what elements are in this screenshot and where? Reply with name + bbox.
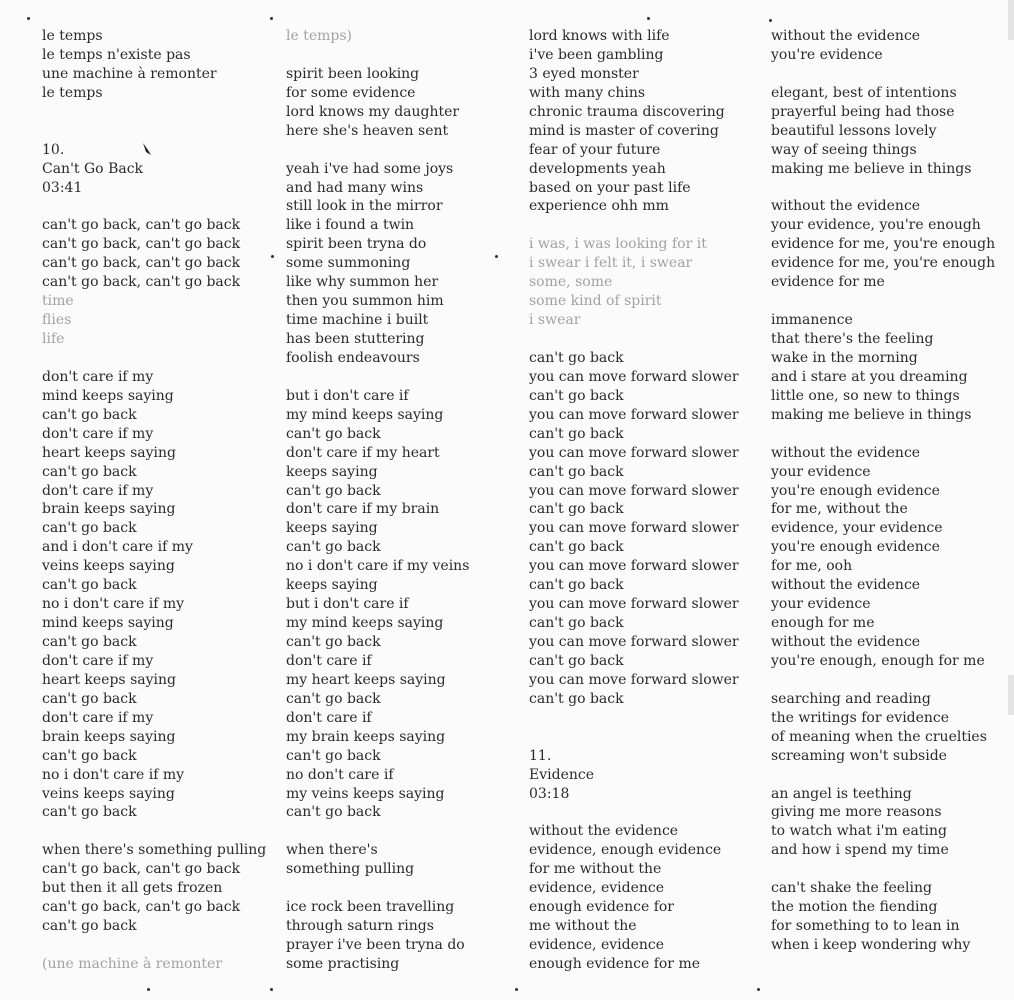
- lyric-line: for me, ooh: [771, 558, 853, 575]
- lyric-line: can't go back: [42, 577, 137, 594]
- lyric-line: can't go back: [529, 652, 624, 669]
- lyric-line: time machine i built: [286, 312, 429, 329]
- lyrics-column-1: [42, 27, 282, 974]
- lyric-line: can't go back: [286, 747, 381, 764]
- blank-line: [42, 349, 282, 368]
- lyric-line: the writings for evidence: [771, 709, 950, 726]
- lyric-line: my brain keeps saying: [286, 728, 446, 745]
- lyric-line: for me without the: [529, 861, 662, 878]
- lyric-line: giving me more reasons: [771, 804, 942, 821]
- lyric-line: can't go back, can't go back: [42, 861, 241, 878]
- lyric-line: don't care if: [286, 709, 372, 726]
- blank-line: [771, 292, 1011, 311]
- registration-dot: [495, 255, 498, 258]
- registration-dot: [515, 988, 518, 991]
- lyric-line: here she's heaven sent: [286, 122, 449, 139]
- lyric-line: like why summon her: [286, 274, 439, 291]
- lyric-line: 03:41: [42, 179, 83, 196]
- lyric-line: to watch what i'm eating: [771, 823, 947, 840]
- lyric-line: for me, without the: [771, 501, 908, 518]
- lyric-line: you can move forward slower: [529, 482, 739, 499]
- lyrics-column-3: [529, 27, 769, 974]
- lyric-line: le temps: [42, 84, 103, 101]
- blank-line: [771, 860, 1011, 879]
- lyric-line: mind is master of covering: [529, 122, 719, 139]
- lyric-line: experience ohh mm: [529, 198, 669, 215]
- lyric-line: can't go back: [42, 634, 137, 650]
- lyric-line: can't go back: [529, 615, 624, 632]
- lyric-line: my mind keeps saying: [286, 406, 444, 423]
- blank-line: [42, 197, 282, 216]
- lyric-line: veins keeps saying: [42, 558, 175, 575]
- lyric-line: can't go back: [42, 804, 137, 821]
- lyric-line: can't go back, can't go back: [42, 255, 241, 272]
- lyric-line: don't care if: [286, 652, 372, 669]
- blank-line: [529, 803, 769, 822]
- registration-dot: [769, 19, 772, 22]
- blank-line: [42, 822, 282, 841]
- lyric-line: flies: [42, 312, 72, 329]
- lyric-line: you can move forward slower: [529, 444, 739, 461]
- lyric-line: don't care if my: [42, 368, 154, 385]
- registration-dot: [757, 988, 760, 991]
- lyric-line: mind keeps saying: [42, 615, 174, 632]
- blank-line: [286, 46, 526, 65]
- blank-line: [529, 330, 769, 349]
- lyric-line: when there's: [286, 842, 378, 859]
- lyric-line: when i keep wondering why: [771, 937, 971, 953]
- lyric-line: prayer i've been tryna do: [286, 937, 465, 953]
- lyric-line: screaming won't subside: [771, 747, 947, 764]
- registration-dot: [270, 988, 273, 991]
- lyric-line: foolish endeavours: [286, 349, 420, 366]
- lyric-line: searching and reading: [771, 690, 931, 707]
- blank-line: [42, 936, 282, 955]
- lyric-line: don't care if my: [42, 482, 154, 499]
- lyric-line: without the evidence: [529, 823, 679, 840]
- lyric-line: evidence for me: [771, 274, 885, 291]
- lyric-line: evidence, enough evidence: [529, 842, 722, 859]
- lyric-line: you're enough, enough for me: [771, 652, 985, 669]
- lyric-line: time: [42, 293, 74, 310]
- lyric-line: my mind keeps saying: [286, 615, 444, 632]
- lyric-line: no i don't care if my veins: [286, 558, 470, 575]
- lyric-line: you're enough evidence: [771, 539, 940, 556]
- lyric-line: based on your past life: [529, 179, 691, 196]
- blank-line: [286, 368, 526, 387]
- lyric-line: can't go back: [42, 406, 137, 423]
- blank-line: [286, 141, 526, 160]
- lyric-line: can't go back: [529, 501, 624, 518]
- page-edge: [1008, 675, 1014, 715]
- lyric-line: evidence, your evidence: [771, 520, 943, 537]
- lyric-line: mind keeps saying: [42, 387, 174, 404]
- lyric-line: yeah i've had some joys: [286, 160, 454, 177]
- lyric-line: like i found a twin: [286, 217, 415, 234]
- lyric-line: some kind of spirit: [529, 293, 662, 310]
- lyric-line: can't go back: [286, 804, 381, 821]
- lyric-line: can't go back: [42, 690, 137, 707]
- lyric-line: way of seeing things: [771, 141, 917, 158]
- registration-dot: [270, 17, 273, 20]
- lyric-line: 03:18: [529, 785, 570, 802]
- lyric-line: through saturn rings: [286, 918, 434, 935]
- blank-line: [286, 879, 526, 898]
- lyric-line: you're evidence: [771, 46, 883, 63]
- lyric-line: le temps n'existe pas: [42, 46, 191, 63]
- lyric-line: keeps saying: [286, 577, 378, 594]
- lyric-line: making me believe in things: [771, 160, 972, 177]
- lyric-line: you can move forward slower: [529, 406, 739, 423]
- page-edge: [1008, 0, 1014, 40]
- lyric-line: can't go back: [286, 482, 381, 499]
- lyric-line: can't go back: [529, 539, 624, 556]
- lyric-line: le temps): [286, 28, 353, 44]
- lyric-line: don't care if my: [42, 709, 154, 726]
- blank-line: [771, 671, 1011, 690]
- lyric-line: your evidence: [771, 463, 871, 480]
- lyric-line: that there's the feeling: [771, 331, 934, 347]
- lyric-line: i swear i felt it, i swear: [529, 255, 693, 272]
- lyric-line: life: [42, 331, 65, 347]
- lyric-line: wake in the morning: [771, 349, 918, 366]
- lyric-line: i was, i was looking for it: [529, 236, 707, 253]
- lyric-line: you can move forward slower: [529, 558, 739, 575]
- blank-line: [42, 103, 282, 122]
- lyric-line: can't go back: [42, 520, 137, 537]
- blank-line: [771, 766, 1011, 785]
- lyric-line: my heart keeps saying: [286, 671, 446, 688]
- lyric-line: you can move forward slower: [529, 520, 739, 537]
- lyric-line: with many chins: [529, 84, 646, 101]
- lyric-line: no i don't care if my: [42, 766, 185, 783]
- lyric-line: brain keeps saying: [42, 728, 176, 745]
- lyric-line: without the evidence: [771, 634, 921, 650]
- lyric-line: can't go back, can't go back: [42, 236, 241, 253]
- lyric-line: heart keeps saying: [42, 671, 176, 688]
- lyric-line: can't go back: [42, 747, 137, 764]
- lyric-line: don't care if my brain: [286, 501, 440, 518]
- lyric-line: but i don't care if: [286, 387, 409, 404]
- lyric-line: don't care if my: [42, 425, 154, 442]
- lyric-line: you can move forward slower: [529, 634, 739, 650]
- lyric-line: can't go back: [529, 425, 624, 442]
- lyric-line: enough evidence for me: [529, 955, 701, 972]
- lyric-line: evidence for me, you're enough: [771, 255, 996, 272]
- registration-dot: [271, 255, 274, 258]
- lyric-line: has been stuttering: [286, 331, 425, 347]
- lyric-line: can't go back: [286, 539, 381, 556]
- lyric-line: when there's something pulling: [42, 842, 267, 859]
- lyric-line: then you summon him: [286, 293, 444, 310]
- lyric-line: can't go back, can't go back: [42, 217, 241, 234]
- lyric-line: without the evidence: [771, 577, 921, 594]
- lyric-line: evidence, evidence: [529, 937, 665, 953]
- lyric-line: no don't care if: [286, 766, 394, 783]
- lyric-line: don't care if my: [42, 652, 154, 669]
- lyric-line: some, some: [529, 274, 613, 291]
- registration-dot: [27, 17, 30, 20]
- lyric-line: spirit been looking: [286, 65, 420, 82]
- lyric-line: enough evidence for: [529, 899, 674, 916]
- lyric-line: you can move forward slower: [529, 368, 739, 385]
- lyric-line: and i stare at you dreaming: [771, 368, 968, 385]
- lyric-line: some practising: [286, 955, 400, 972]
- lyric-line: lord knows with life: [529, 28, 670, 44]
- lyrics-column-2: [286, 27, 526, 974]
- lyric-line: something pulling: [286, 861, 415, 878]
- lyric-line: fear of your future: [529, 141, 661, 158]
- lyric-line: can't go back: [529, 463, 624, 480]
- lyric-line: brain keeps saying: [42, 501, 176, 518]
- lyric-line: heart keeps saying: [42, 444, 176, 461]
- lyric-line: your evidence: [771, 596, 871, 613]
- lyric-line: but then it all gets frozen: [42, 880, 223, 897]
- lyric-line: can't shake the feeling: [771, 880, 932, 897]
- lyric-line: evidence, evidence: [529, 880, 665, 897]
- lyric-line: lord knows my daughter: [286, 103, 460, 120]
- lyric-line: can't go back: [529, 387, 624, 404]
- blank-line: [771, 65, 1011, 84]
- lyric-line: can't go back: [529, 690, 624, 707]
- lyric-line: (une machine à remonter: [42, 955, 223, 972]
- lyric-line: without the evidence: [771, 198, 921, 215]
- lyric-line: developments yeah: [529, 160, 666, 177]
- blank-line: [286, 822, 526, 841]
- lyric-line: making me believe in things: [771, 406, 972, 423]
- lyric-line: 3 eyed monster: [529, 65, 639, 82]
- lyric-line: can't go back: [286, 634, 381, 650]
- blank-line: [529, 216, 769, 235]
- lyric-line: can't go back: [529, 577, 624, 594]
- lyric-line: can't go back: [529, 349, 624, 366]
- lyric-line: evidence for me, you're enough: [771, 236, 996, 253]
- lyric-line: elegant, best of intentions: [771, 84, 957, 101]
- lyric-line: and how i spend my time: [771, 842, 949, 859]
- lyric-line: you're enough evidence: [771, 482, 940, 499]
- blank-line: [529, 728, 769, 747]
- lyric-line: can't go back, can't go back: [42, 899, 241, 916]
- lyric-line: no i don't care if my: [42, 596, 185, 613]
- lyric-line: 11.: [529, 747, 552, 764]
- lyric-line: can't go back: [42, 463, 137, 480]
- blank-line: [529, 709, 769, 728]
- blank-line: [42, 122, 282, 141]
- lyric-line: but i don't care if: [286, 596, 409, 613]
- lyric-line: i swear: [529, 312, 581, 329]
- lyric-line: keeps saying: [286, 463, 378, 480]
- lyric-line: still look in the mirror: [286, 198, 443, 215]
- lyric-line: for some evidence: [286, 84, 416, 101]
- lyric-line: ice rock been travelling: [286, 899, 455, 916]
- registration-dot: [647, 17, 650, 20]
- lyric-line: veins keeps saying: [42, 785, 175, 802]
- lyric-line: and had many wins: [286, 179, 424, 196]
- lyric-line: prayerful being had those: [771, 103, 955, 120]
- lyric-line: the motion the fiending: [771, 899, 938, 916]
- lyric-line: and i don't care if my: [42, 539, 193, 556]
- lyric-line: Evidence: [529, 766, 594, 783]
- lyric-line: can't go back: [286, 425, 381, 442]
- lyric-line: spirit been tryna do: [286, 236, 427, 253]
- lyric-line: my veins keeps saying: [286, 785, 445, 802]
- registration-dot: [147, 988, 150, 991]
- lyric-line: chronic trauma discovering: [529, 103, 725, 120]
- lyric-line: without the evidence: [771, 28, 921, 44]
- lyric-line: le temps: [42, 28, 103, 44]
- blank-line: [771, 179, 1011, 198]
- lyric-line: keeps saying: [286, 520, 378, 537]
- lyric-line: don't care if my heart: [286, 444, 440, 461]
- lyric-line: can't go back, can't go back: [42, 274, 241, 291]
- lyric-line: can't go back: [42, 918, 137, 935]
- lyric-line: me without the: [529, 918, 637, 935]
- lyric-line: of meaning when the cruelties: [771, 728, 987, 745]
- lyric-line: Can't Go Back: [42, 160, 144, 177]
- ink-mark-icon: [142, 142, 152, 156]
- lyric-line: you can move forward slower: [529, 671, 739, 688]
- lyrics-column-4: [771, 27, 1011, 955]
- lyric-line: your evidence, you're enough: [771, 217, 981, 234]
- lyric-line: some summoning: [286, 255, 411, 272]
- lyric-line: you can move forward slower: [529, 596, 739, 613]
- lyric-line: little one, so new to things: [771, 387, 960, 404]
- lyric-line: for something to to lean in: [771, 918, 960, 935]
- lyric-line: immanence: [771, 312, 853, 329]
- lyric-line: beautiful lessons lovely: [771, 122, 937, 139]
- blank-line: [771, 425, 1011, 444]
- lyric-line: i've been gambling: [529, 46, 664, 63]
- lyric-line: can't go back: [286, 690, 381, 707]
- lyric-line: 10.: [42, 141, 65, 158]
- lyric-line: without the evidence: [771, 444, 921, 461]
- lyric-line: enough for me: [771, 615, 875, 632]
- lyric-line: an angel is teething: [771, 785, 912, 802]
- lyric-line: une machine à remonter: [42, 65, 217, 82]
